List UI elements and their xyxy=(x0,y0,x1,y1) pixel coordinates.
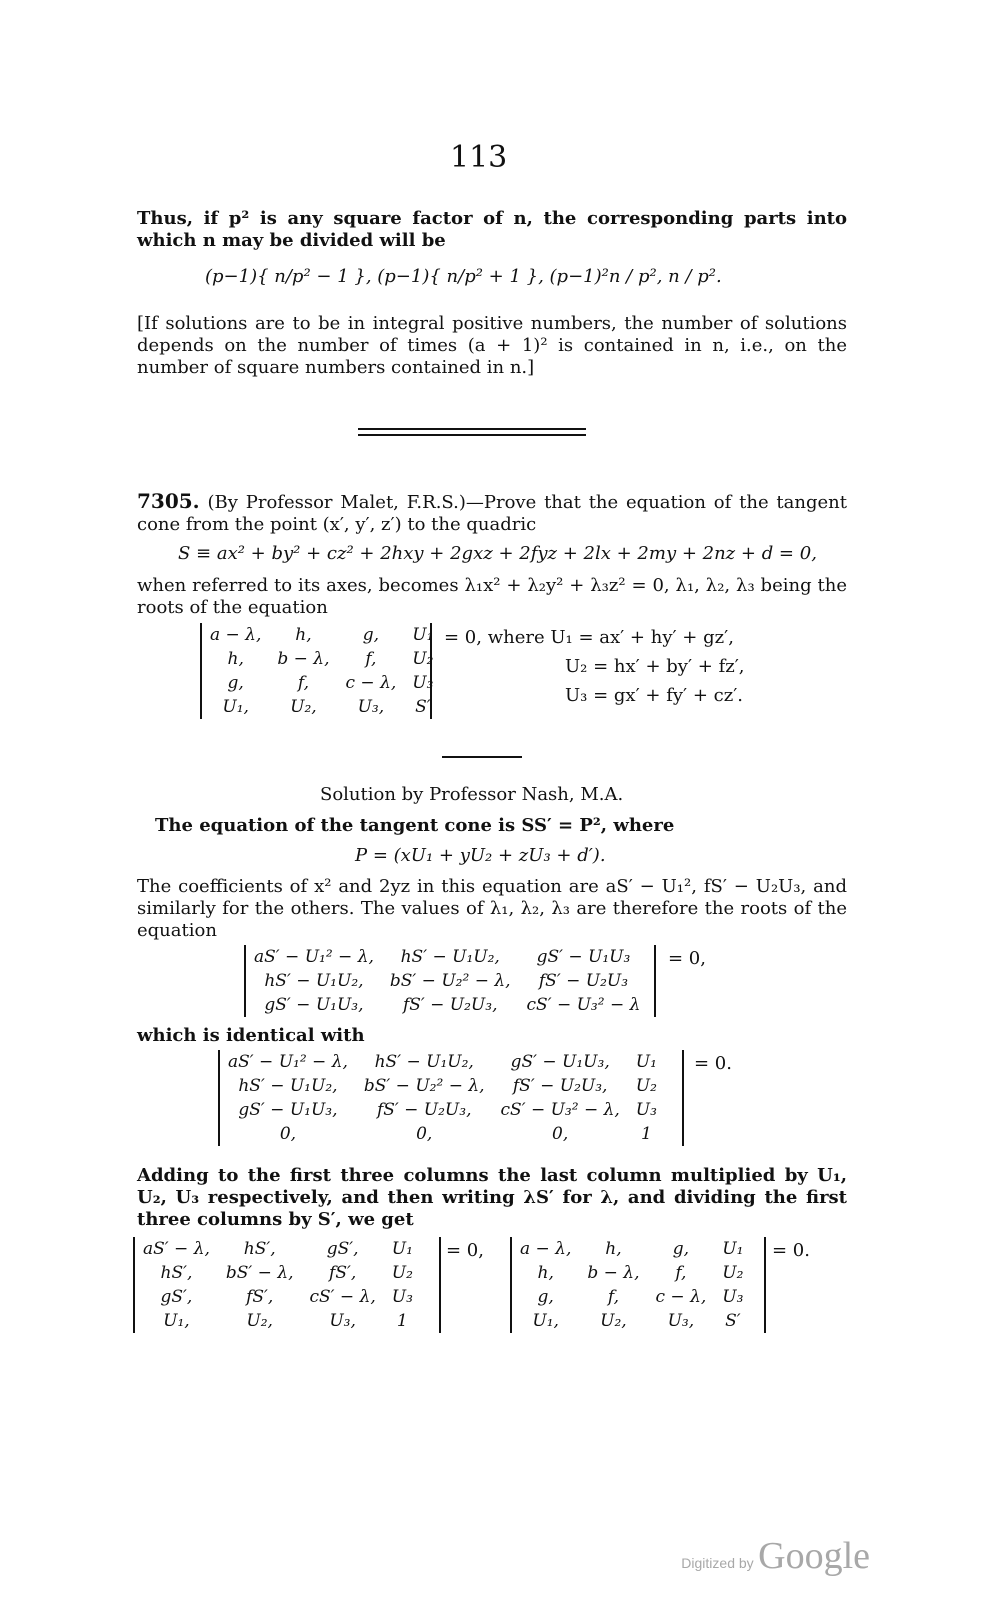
det1-cell: U₁ xyxy=(412,625,434,645)
det5-cell: c − λ, xyxy=(655,1287,707,1307)
det1-rhs-2: U₂ = hx′ + by′ + fz′, xyxy=(565,656,745,677)
which-text: which is identical with xyxy=(137,1025,365,1046)
det1-cell: U₂, xyxy=(290,697,317,717)
det3-row xyxy=(220,1098,665,1122)
det4-cell: hS′, xyxy=(243,1239,276,1259)
det5-cell: f, xyxy=(607,1287,619,1307)
det1-row xyxy=(202,623,441,647)
det4-row xyxy=(135,1309,421,1333)
det2-cell: fS′ − U₂U₃ xyxy=(538,971,629,991)
det4-cell: bS′ − λ, xyxy=(225,1263,294,1283)
det4-cell: hS′, xyxy=(160,1263,193,1283)
solution-line-2: P = (xU₁ + yU₂ + zU₃ + d′). xyxy=(355,845,606,866)
determinant-3 xyxy=(218,1050,684,1146)
solution-divider xyxy=(442,756,522,758)
det5-row xyxy=(512,1309,751,1333)
det2-cell: gS′ − U₁U₃ xyxy=(536,947,631,967)
det4-cell: cS′ − λ, xyxy=(309,1287,376,1307)
det4-cell: gS′, xyxy=(160,1287,193,1307)
det3-cell: gS′ − U₁U₃, xyxy=(510,1052,610,1072)
det3-cell: cS′ − U₃² − λ, xyxy=(500,1100,620,1120)
det3-cell: fS′ − U₂U₃, xyxy=(512,1076,608,1096)
determinant-1-table xyxy=(202,623,441,719)
question-number: 7305. xyxy=(137,489,200,513)
det3-cell: hS′ − U₁U₂, xyxy=(238,1076,338,1096)
det1-row xyxy=(202,695,441,719)
det3-cell: U₃ xyxy=(635,1100,657,1120)
det4-row xyxy=(135,1285,421,1309)
section-divider-top xyxy=(358,428,586,430)
det1-cell: c − λ, xyxy=(345,673,397,693)
det1-cell: g, xyxy=(362,625,380,645)
section-divider-bottom xyxy=(358,434,586,436)
det4-cell: aS′ − λ, xyxy=(143,1239,210,1259)
det5-row xyxy=(512,1237,751,1261)
det3-rhs: = 0. xyxy=(694,1053,732,1074)
solution-heading: Solution by Professor Nash, M.A. xyxy=(320,784,624,805)
det4-row xyxy=(135,1261,421,1285)
det4-cell: U₁ xyxy=(391,1239,413,1259)
det5-cell: f, xyxy=(675,1263,687,1283)
paragraph-5: Adding to the first three columns the last column multiplied by U₁, U₂, U₃ respectively, and then writing λS′ for λ, and dividing the first three columns by S′, we get xyxy=(137,1165,847,1230)
det5-cell: U₂, xyxy=(600,1311,627,1331)
determinant-5 xyxy=(510,1237,766,1333)
det5-rhs: = 0. xyxy=(772,1240,810,1261)
det1-cell: a − λ, xyxy=(210,625,262,645)
det2-row xyxy=(246,945,648,969)
det3-cell: 0, xyxy=(279,1124,297,1144)
det1-cell: U₃, xyxy=(357,697,385,717)
determinant-2-table xyxy=(246,945,648,1017)
paragraph-4: The coefficients of x² and 2yz in this equation are aS′ − U₁², fS′ − U₂U₃, and similarly for the others. The values of λ₁, λ₂, λ₃ are therefore the roots of the equation xyxy=(137,876,847,941)
det3-cell: U₁ xyxy=(635,1052,657,1072)
det2-cell: cS′ − U₃² − λ xyxy=(526,995,641,1015)
det1-rhs-3: U₃ = gx′ + fy′ + cz′. xyxy=(565,685,744,706)
det1-row xyxy=(202,647,441,671)
det2-cell: hS′ − U₁U₂, xyxy=(400,947,500,967)
det4-cell: gS′, xyxy=(326,1239,359,1259)
det1-cell: U₁, xyxy=(222,697,249,717)
det3-cell: 1 xyxy=(640,1124,652,1144)
det5-cell: U₂ xyxy=(722,1263,744,1283)
det5-cell: g, xyxy=(537,1287,554,1307)
det3-row xyxy=(220,1074,665,1098)
watermark-digitized: Digitized by xyxy=(681,1555,754,1571)
paragraph-2: [If solutions are to be in integral positive numbers, the number of solutions depends on the number of times (a + 1)² is contained in n, i.e., on the number of square numbers contained in n.] xyxy=(137,313,847,378)
paragraph-1: Thus, if p² is any square factor of n, the corresponding parts into which n may be divided will be xyxy=(137,208,847,251)
det4-cell: U₁, xyxy=(163,1311,190,1331)
page-number: 113 xyxy=(450,140,508,175)
det5-cell: h, xyxy=(537,1263,554,1283)
watermark-google-logo: Google xyxy=(758,1535,870,1577)
det5-cell: b − λ, xyxy=(587,1263,640,1283)
question-text: (By Professor Malet, F.R.S.)—Prove that the equation of the tangent cone from the point (x′, y′, z′) to the quadric xyxy=(137,492,847,535)
determinant-4 xyxy=(133,1237,441,1333)
det1-cell: S′ xyxy=(415,697,431,717)
det1-row xyxy=(202,671,441,695)
det2-cell: fS′ − U₂U₃, xyxy=(402,995,498,1015)
det2-row xyxy=(246,993,648,1017)
det3-cell: 0, xyxy=(552,1124,569,1144)
det2-cell: hS′ − U₁U₂, xyxy=(264,971,364,991)
det5-cell: U₁, xyxy=(532,1311,559,1331)
det5-cell: g, xyxy=(672,1239,690,1259)
det3-cell: fS′ − U₂U₃, xyxy=(376,1100,472,1120)
det3-row xyxy=(220,1050,665,1074)
det1-cell: b − λ, xyxy=(277,649,330,669)
det5-cell: U₁ xyxy=(722,1239,744,1259)
determinant-2 xyxy=(244,945,656,1017)
det5-cell: h, xyxy=(605,1239,622,1259)
det1-cell: U₂ xyxy=(412,649,434,669)
determinant-5-table xyxy=(512,1237,751,1333)
det4-cell: fS′, xyxy=(246,1287,274,1307)
det3-cell: 0, xyxy=(416,1124,433,1144)
determinant-3-table xyxy=(220,1050,665,1146)
det3-cell: hS′ − U₁U₂, xyxy=(374,1052,474,1072)
determinant-1 xyxy=(200,623,432,719)
det5-cell: U₃ xyxy=(722,1287,744,1307)
determinant-4-table xyxy=(135,1237,421,1333)
det4-cell: U₃, xyxy=(329,1311,356,1331)
google-watermark xyxy=(681,1534,870,1578)
det1-rhs-1: = 0, where U₁ = ax′ + hy′ + gz′, xyxy=(444,627,734,648)
det2-row xyxy=(246,969,648,993)
quadric-equation: S ≡ ax² + by² + cz² + 2hxy + 2gxz + 2fyz + 2lx + 2my + 2nz + d = 0, xyxy=(178,543,817,564)
det4-cell: 1 xyxy=(396,1311,408,1331)
det1-cell: U₃ xyxy=(412,673,434,693)
det5-cell: a − λ, xyxy=(520,1239,572,1259)
det5-row xyxy=(512,1261,751,1285)
det5-cell: U₃, xyxy=(667,1311,695,1331)
det2-cell: bS′ − U₂² − λ, xyxy=(389,971,511,991)
det4-cell: U₂ xyxy=(391,1263,413,1283)
det3-cell: aS′ − U₁² − λ, xyxy=(228,1052,348,1072)
det1-cell: g, xyxy=(227,673,244,693)
formula-parts: (p−1){ n/p² − 1 }, (p−1){ n/p² + 1 }, (p−1)²n / p², n / p². xyxy=(205,266,722,287)
det4-cell: U₃ xyxy=(391,1287,413,1307)
det2-rhs: = 0, xyxy=(668,948,706,969)
det4-cell: U₂, xyxy=(246,1311,273,1331)
det5-cell: S′ xyxy=(725,1311,741,1331)
det4-row xyxy=(135,1237,421,1261)
det3-row xyxy=(220,1122,665,1146)
det1-cell: h, xyxy=(295,625,312,645)
det2-cell: aS′ − U₁² − λ, xyxy=(254,947,374,967)
det4-cell: fS′, xyxy=(329,1263,357,1283)
det3-cell: gS′ − U₁U₃, xyxy=(238,1100,338,1120)
det3-cell: bS′ − U₂² − λ, xyxy=(363,1076,485,1096)
det1-cell: f, xyxy=(297,673,309,693)
paragraph-3: when referred to its axes, becomes λ₁x² + λ₂y² + λ₃z² = 0, λ₁, λ₂, λ₃ being the roots of the equation xyxy=(137,575,847,618)
det1-cell: h, xyxy=(227,649,244,669)
det2-cell: gS′ − U₁U₃, xyxy=(264,995,364,1015)
question-paragraph xyxy=(137,490,847,536)
det5-row xyxy=(512,1285,751,1309)
det3-cell: U₂ xyxy=(635,1076,657,1096)
solution-line-1: The equation of the tangent cone is SS′ = P², where xyxy=(155,815,675,836)
det4-rhs: = 0, xyxy=(446,1240,484,1261)
det1-cell: f, xyxy=(365,649,377,669)
